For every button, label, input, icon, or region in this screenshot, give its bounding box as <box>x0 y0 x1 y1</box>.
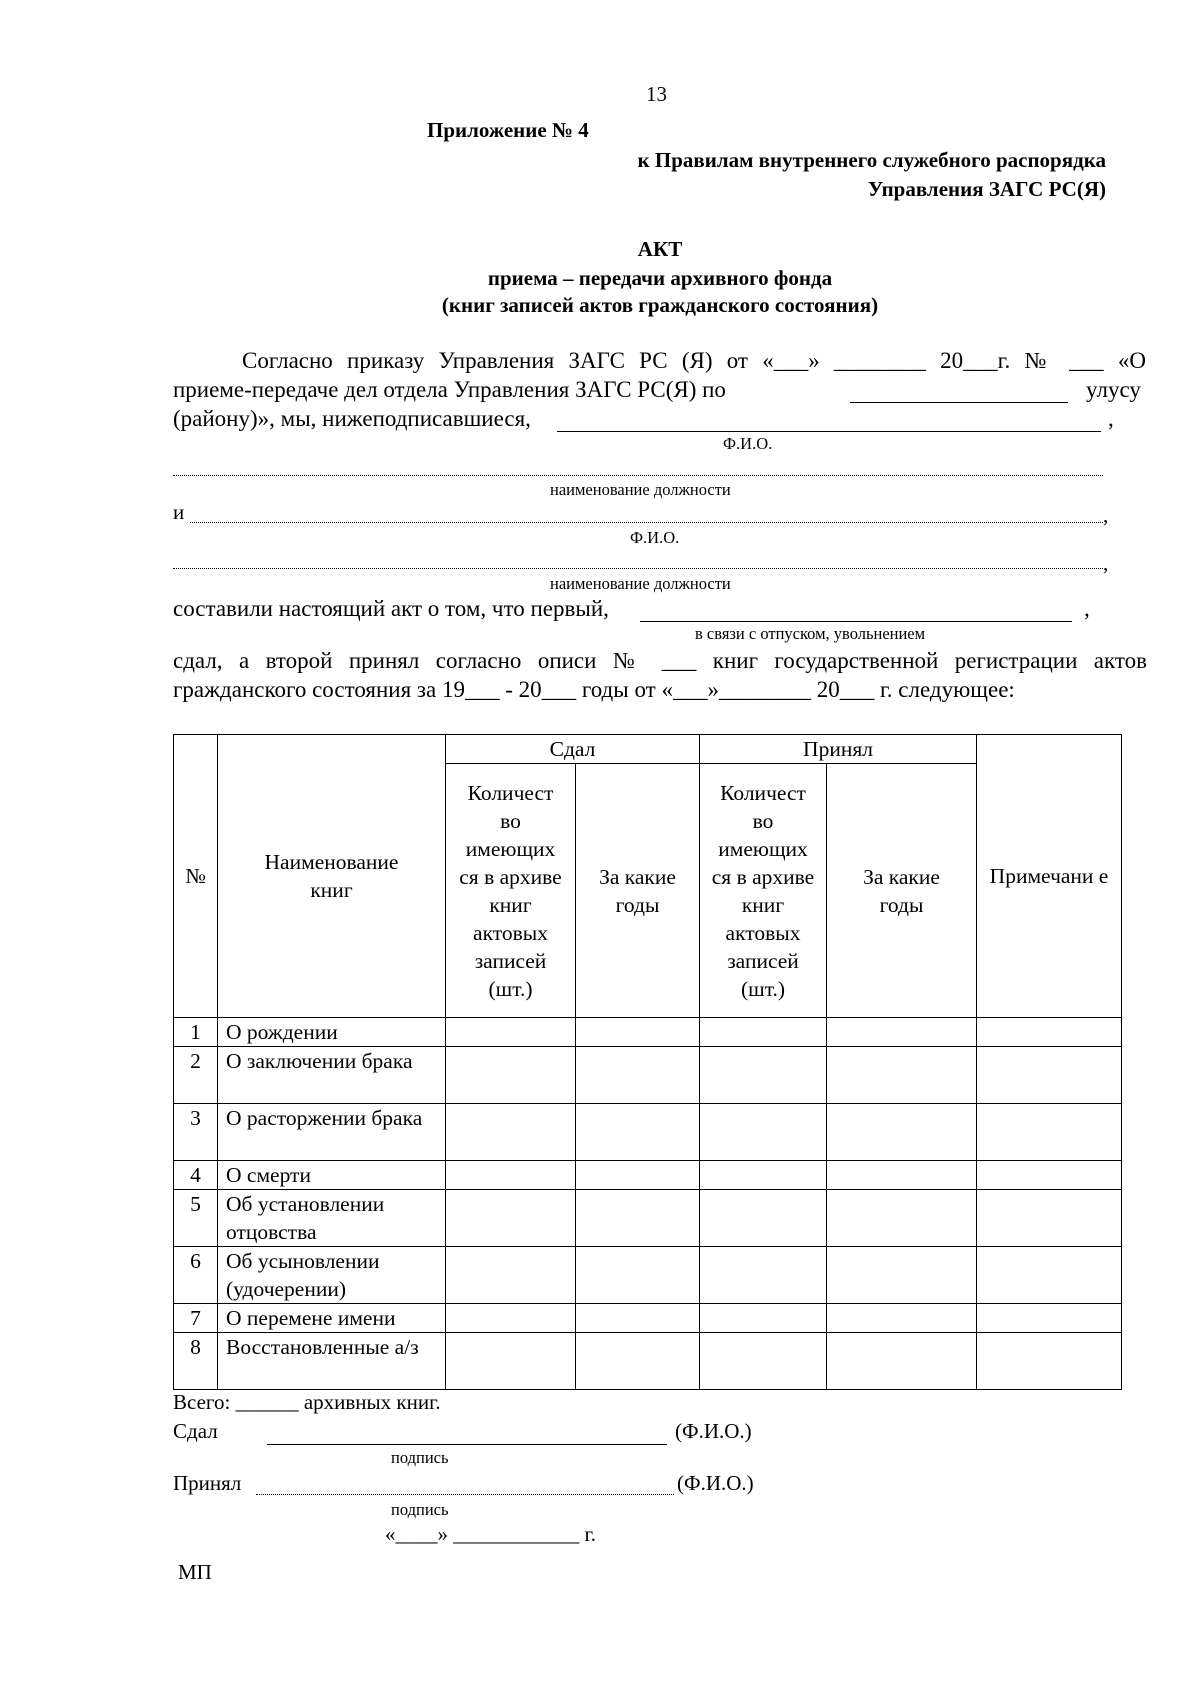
reason-hint: в связи с отпуском, увольнением <box>695 624 926 643</box>
given-label: Сдал <box>173 1419 218 1443</box>
header-note: Примечани е <box>977 735 1122 1018</box>
appendix-line1: к Правилам внутреннего служебного распорядка <box>637 148 1106 172</box>
paragraph-line-1: Согласно приказу Управления ЗАГС РС (Я) от «___» ________ 20___г. № ___ «О <box>242 348 1146 373</box>
position-field-2[interactable] <box>173 568 1103 569</box>
total-line: Всего: ______ архивных книг. <box>173 1390 441 1414</box>
header-received-count: Количест во имеющих ся в архиве книг актовых записей (шт.) <box>700 764 827 1018</box>
date-line: «____» ____________ г. <box>385 1522 596 1546</box>
table-row: 7 О перемене имени <box>174 1304 1122 1333</box>
header-number: № <box>174 735 218 1018</box>
paragraph-line-3: (району)», мы, нижеподписавшиеся, <box>173 406 531 431</box>
comma-3: , <box>1103 551 1109 575</box>
act-title: АКТ <box>637 237 683 261</box>
paragraph-2-line-1: сдал, а второй принял согласно описи № ___ книг государственной регистрации актов <box>173 648 1147 673</box>
header-name: Наименование книг <box>218 735 446 1018</box>
table-row: 8 Восстановленные а/з <box>174 1333 1122 1390</box>
appendix-title: Приложение № 4 <box>427 118 589 142</box>
header-given: Сдал <box>446 735 700 764</box>
header-received-years: За какие годы <box>827 764 977 1018</box>
header-given-years: За какие годы <box>576 764 700 1018</box>
received-signature-hint: подпись <box>391 1500 449 1519</box>
district-field[interactable] <box>850 402 1068 403</box>
act-subtitle-2: (книг записей актов гражданского состояния) <box>441 293 879 317</box>
position-field-1[interactable] <box>173 475 1103 476</box>
table-row: 5 Об установлении отцовства <box>174 1190 1122 1247</box>
table-row: 4 О смерти <box>174 1161 1122 1190</box>
table-row: 3 О расторжении брака <box>174 1104 1122 1161</box>
table-row: 2 О заключении брака <box>174 1047 1122 1104</box>
paragraph-line-2a: приеме-передаче дел отдела Управления ЗАГС РС(Я) по <box>173 377 726 402</box>
reason-field[interactable] <box>640 621 1072 622</box>
header-given-count: Количест во имеющих ся в архиве книг актовых записей (шт.) <box>446 764 576 1018</box>
table-row: 1 О рождении <box>174 1018 1122 1047</box>
given-signature-hint: подпись <box>391 1448 449 1467</box>
table-row: 6 Об усыновлении (удочерении) <box>174 1247 1122 1304</box>
received-label: Принял <box>173 1471 242 1495</box>
comma-2: , <box>1103 503 1109 527</box>
comma-1: , <box>1108 406 1114 431</box>
position-hint-2: наименование должности <box>550 574 731 593</box>
given-fio: (Ф.И.О.) <box>675 1419 752 1443</box>
given-signature-field[interactable] <box>267 1444 667 1445</box>
archive-table <box>173 734 1122 1390</box>
stamp-label: МП <box>178 1560 212 1584</box>
appendix-line2: Управления ЗАГС РС(Я) <box>867 177 1106 201</box>
fio-field-2[interactable] <box>190 522 1103 523</box>
comma-4: , <box>1084 596 1090 621</box>
paragraph-2-line-2: гражданского состояния за 19___ - 20___ годы от «___»________ 20___ г. следующее: <box>173 677 1015 702</box>
received-fio: (Ф.И.О.) <box>677 1471 754 1495</box>
fio-hint-1: Ф.И.О. <box>723 434 773 453</box>
and-label: и <box>173 500 185 524</box>
composed-text: составили настоящий акт о том, что первый, <box>173 596 609 621</box>
paragraph-line-2b: улусу <box>1086 377 1141 402</box>
act-subtitle-1: приема – передачи архивного фонда <box>487 266 833 290</box>
fio-hint-2: Ф.И.О. <box>630 528 680 547</box>
position-hint-1: наименование должности <box>550 480 731 499</box>
received-signature-field[interactable] <box>256 1494 674 1495</box>
fio-field-1[interactable] <box>557 431 1101 432</box>
page-number: 13 <box>646 82 667 106</box>
header-received: Принял <box>700 735 977 764</box>
